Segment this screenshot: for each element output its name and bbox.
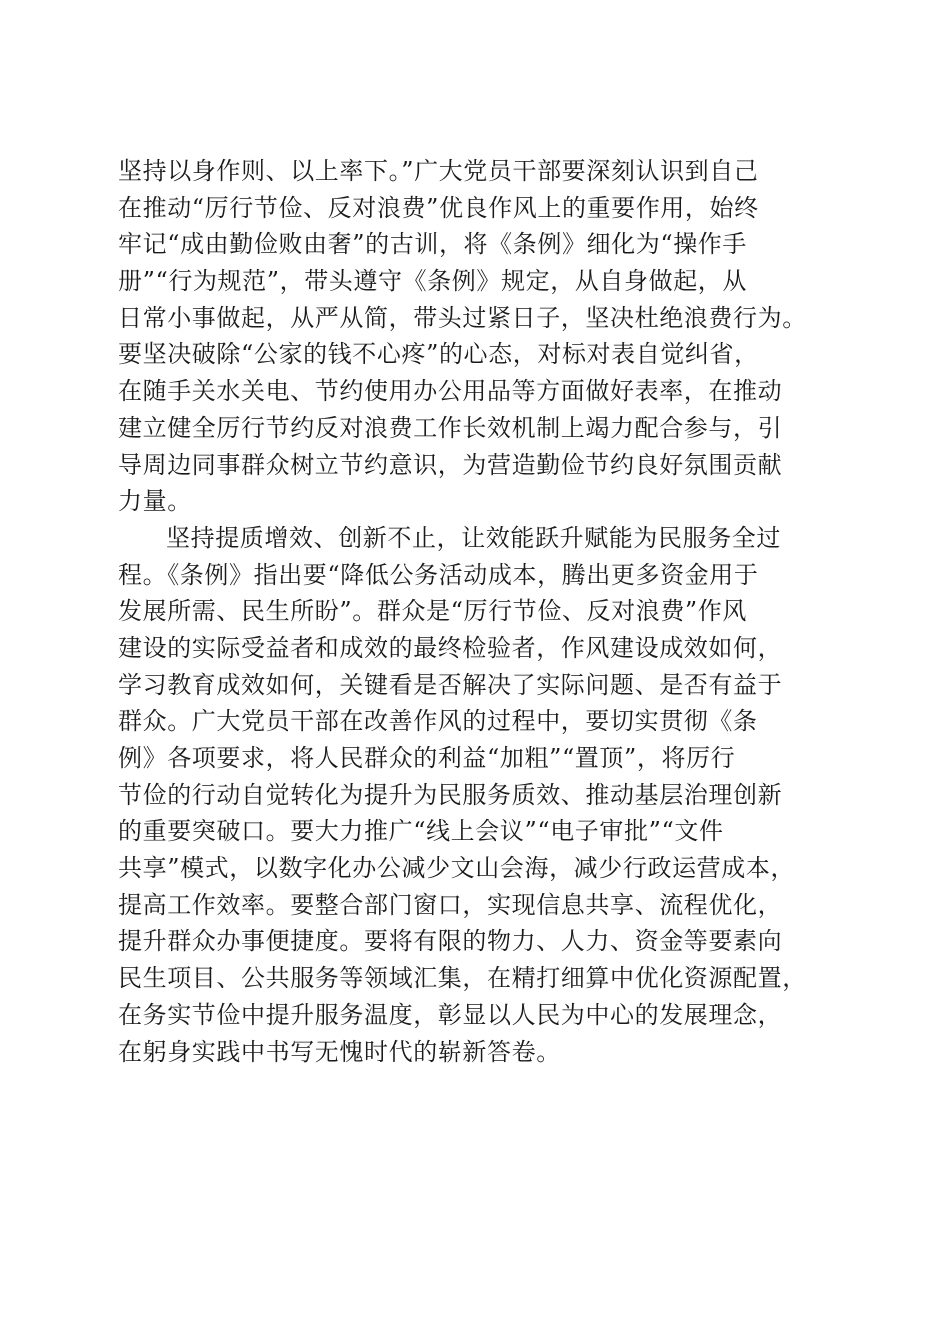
text-line: 共享”模式，以数字化办公减少文山会海，减少行政运营成本， [118,854,796,883]
text-line: 的重要突破口。要大力推广“线上会议”“电子审批”“文件 [118,817,724,846]
text-line: 民生项目、公共服务等领域汇集，在精打细算中优化资源配置， [118,964,807,993]
text-line: 在随手关水关电、节约使用办公用品等方面做好表率，在推动 [118,377,783,406]
text-line: 建立健全厉行节约反对浪费工作长效机制上竭力配合参与，引 [118,413,783,442]
text-line: 提高工作效率。要整合部门窗口，实现信息共享、流程优化， [118,890,783,919]
text-line: 要坚决破除“公家的钱不心疼”的心态，对标对表自觉纠省， [118,340,759,369]
paragraph-1 [118,153,838,520]
text-line: 在务实节俭中提升服务温度，彰显以人民为中心的发展理念， [118,1000,783,1029]
text-line: 册”“行为规范”，带头遵守《条例》规定，从自身做起，从 [118,267,748,296]
document-body [118,153,838,1070]
text-line: 例》各项要求，将人民群众的利益“加粗”“置顶”，将厉行 [118,744,736,772]
text-line: 牢记“成由勤俭败由奢”的古训，将《条例》细化为“操作手 [118,230,748,259]
text-line: 学习教育成效如何，关键看是否解决了实际问题、是否有益于 [118,670,783,699]
text-line: 导周边同事群众树立节约意识，为营造勤俭节约良好氛围贡献 [118,450,783,479]
text-line: 群众。广大党员干部在改善作风的过程中，要切实贯彻《条 [118,707,758,736]
text-line: 提升群众办事便捷度。要将有限的物力、人力、资金等要素向 [118,927,783,956]
text-line-indented: 坚持提质增效、创新不止，让效能跃升赋能为民服务全过 [166,523,781,552]
text-line: 力量。 [118,487,192,516]
paragraph-2 [118,520,838,1070]
text-line: 建设的实际受益者和成效的最终检验者，作风建设成效如何， [118,633,783,662]
text-line: 节俭的行动自觉转化为提升为民服务质效、推动基层治理创新 [118,780,783,809]
text-line: 日常小事做起，从严从简，带头过紧日子，坚决杜绝浪费行为。 [118,303,807,332]
text-line: 在推动“厉行节俭、反对浪费”优良作风上的重要作用，始终 [118,193,759,222]
text-line: 在躬身实践中书写无愧时代的崭新答卷。 [118,1037,561,1066]
text-line: 坚持以身作则、以上率下。”广大党员干部要深刻认识到自己 [118,157,759,185]
text-line: 程。《条例》指出要“降低公务活动成本，腾出更多资金用于 [118,560,759,589]
text-line: 发展所需、民生所盼”。群众是“厉行节俭、反对浪费”作风 [118,597,748,626]
